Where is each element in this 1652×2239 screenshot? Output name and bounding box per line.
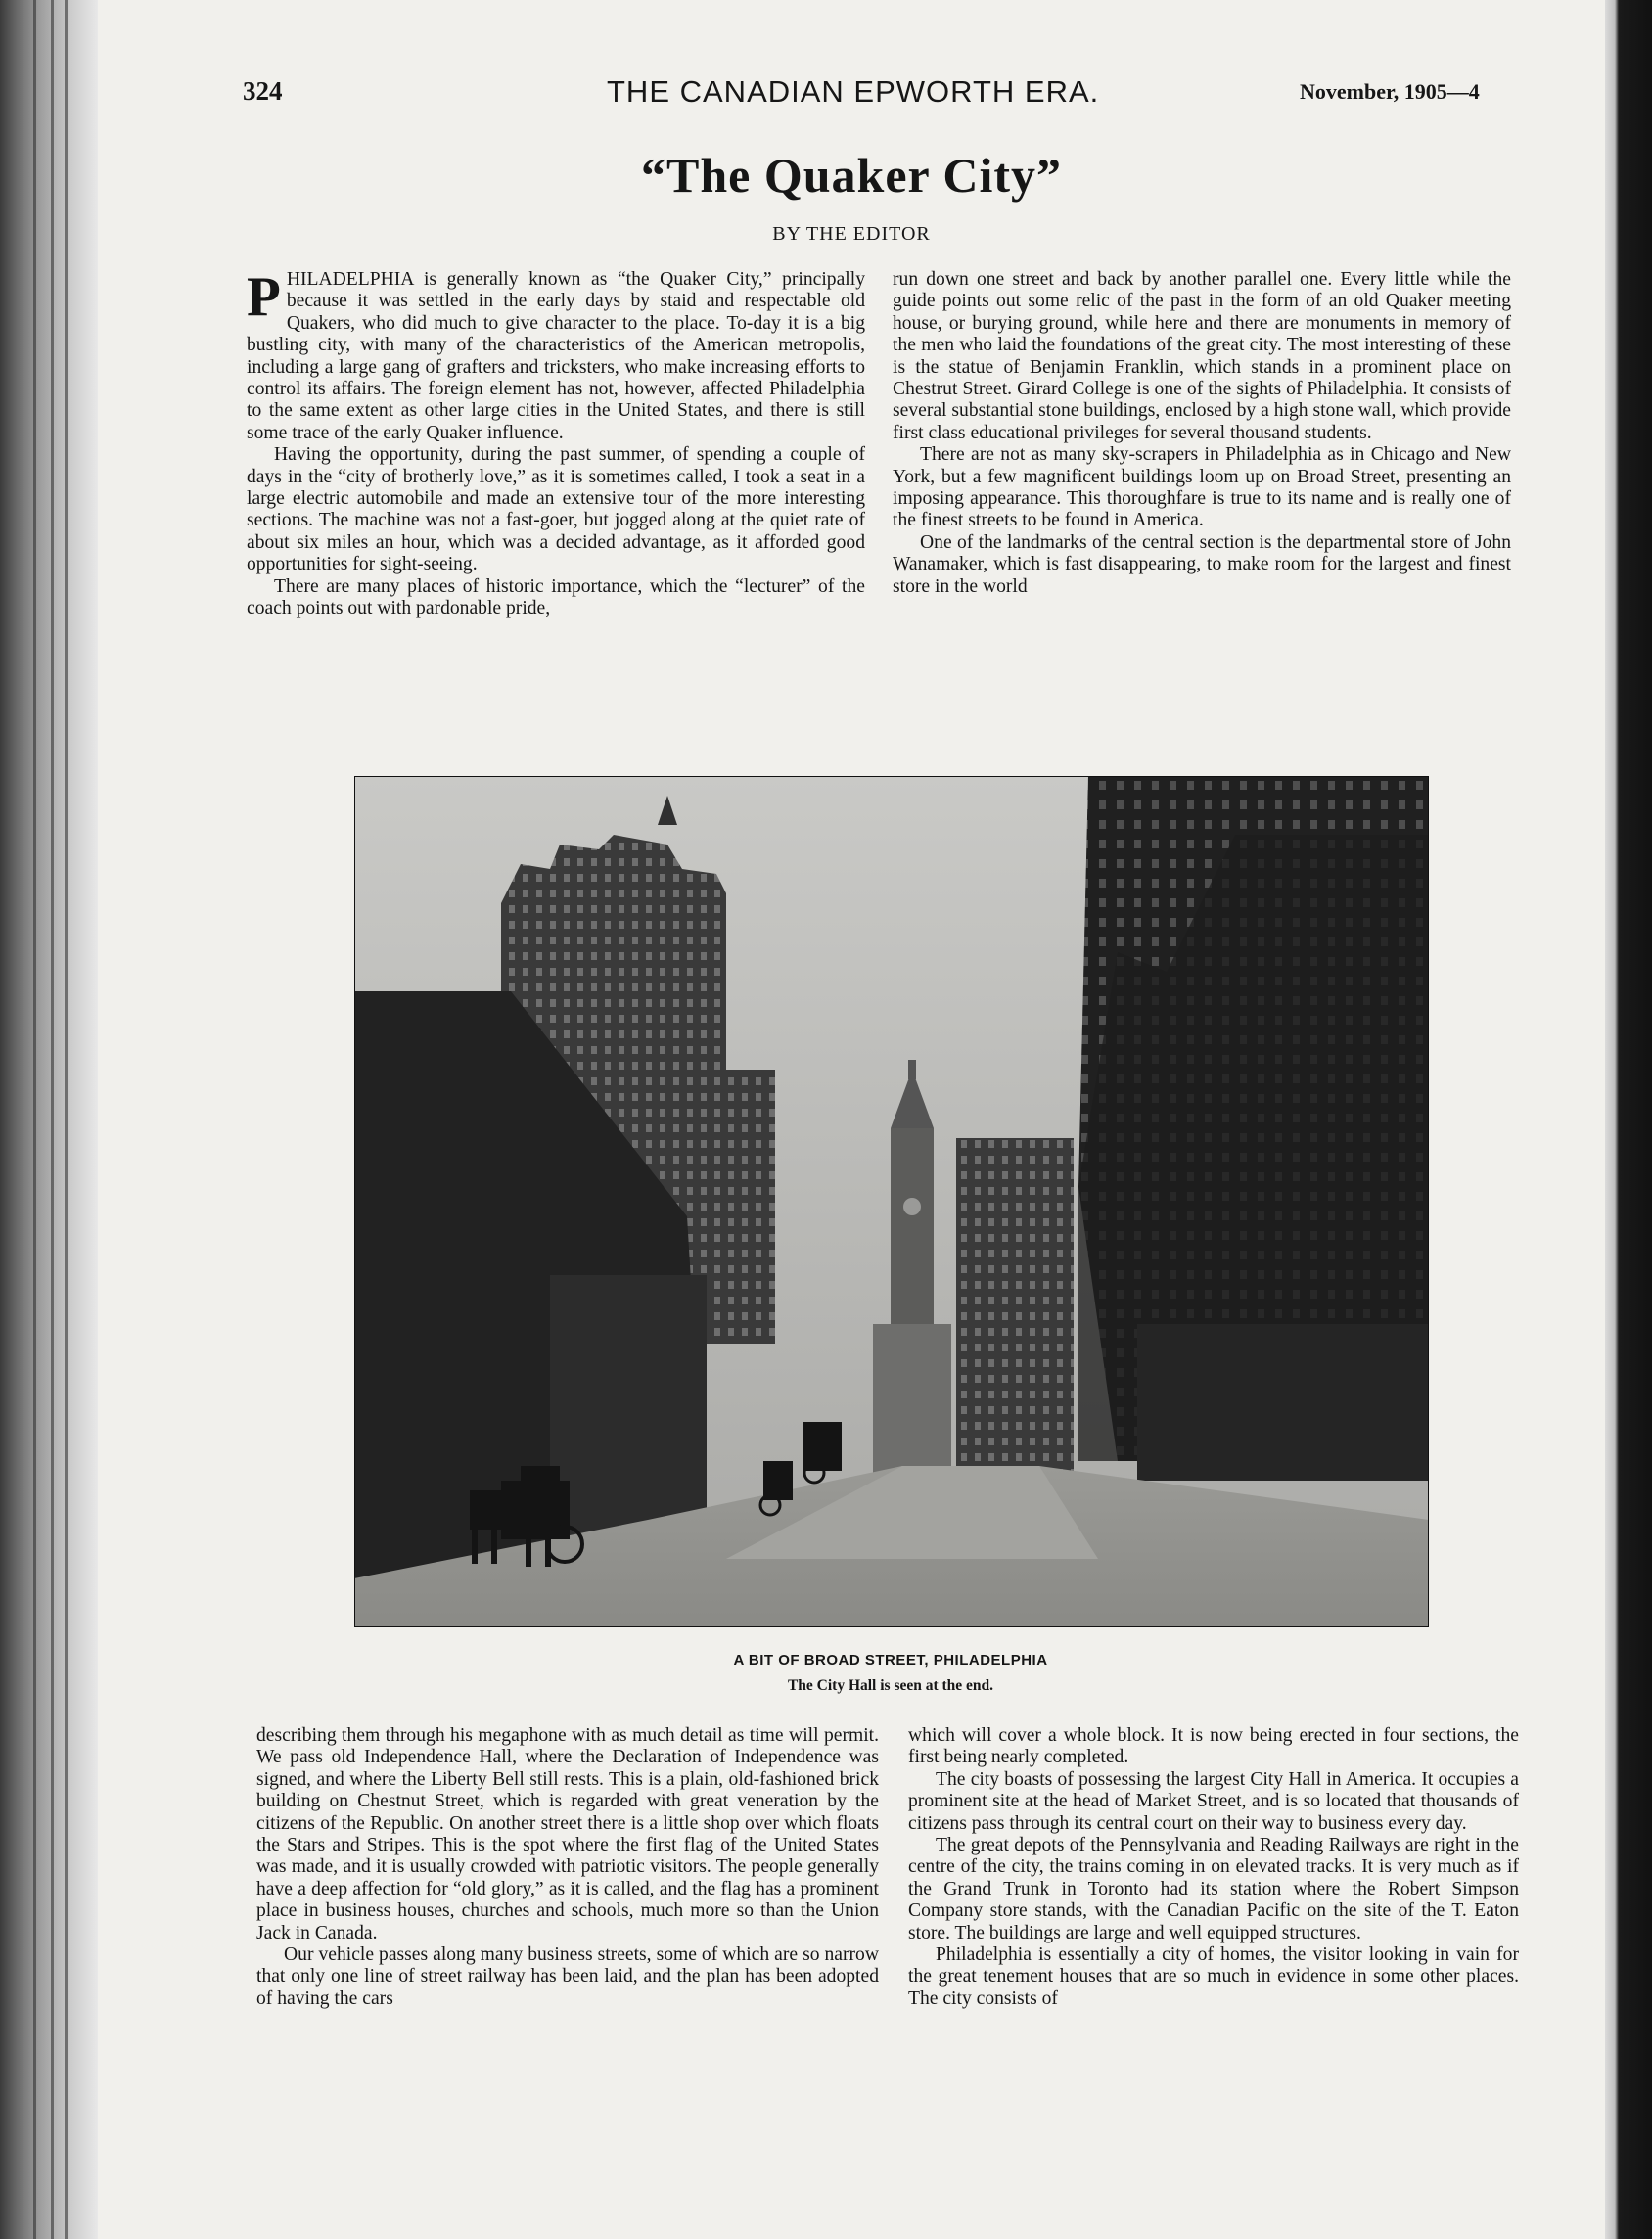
figure-caption: A BIT OF BROAD STREET, PHILADELPHIA: [733, 1652, 1048, 1668]
paragraph: Our vehicle passes along many business streets, some of which are so narrow that only one line of street railway has been laid, and the plan has been adopted of having the cars: [256, 1944, 879, 2009]
magazine-page: [98, 0, 1605, 2239]
paragraph: One of the landmarks of the central section is the departmental store of John Wanamaker, which is fast disappearing, to make room for the largest and finest store in the world: [893, 531, 1511, 597]
next-page-edge: [1605, 0, 1652, 2239]
paragraph: Philadelphia is essentially a city of homes, the visitor looking in vain for the great tenement houses that are so much in evidence in some other places. The city consists of: [908, 1944, 1519, 2009]
journal-title: THE CANADIAN EPWORTH ERA.: [607, 74, 1100, 109]
paragraph: which will cover a whole block. It is now being erected in four sections, the first being nearly completed.: [908, 1725, 1519, 1768]
paragraph: run down one street and back by another parallel one. Every little while the guide points out some relic of the past in the form of an old Quaker meeting house, or burying ground, while here and there are monuments in memory of the men who laid the foundations of the great city. The most interesting of these is the statue of Benjamin Franklin, which stands in a prominent place on Chestrut Street. Girard College is one of the sights of Philadelphia. It consists of several substantial stone buildings, enclosed by a high stone wall, which provide first class educational privileges for several thousand students.: [893, 269, 1511, 443]
paragraph: The city boasts of possessing the largest City Hall in America. It occupies a prominent site at the head of Market Street, and is so located that thousands of citizens pass through its central court on their way to business every day.: [908, 1768, 1519, 1834]
page-number: 324: [243, 76, 283, 106]
paragraph: There are many places of historic importance, which the “lecturer” of the coach points out with pardonable pride,: [247, 575, 865, 619]
paragraph: There are not as many sky-scrapers in Philadelphia as in Chicago and New York, but a few magnificent buildings loom up on Broad Street, presenting an imposing appearance. This thoroughfare is true to its name and is really one of the finest streets to be found in America.: [893, 444, 1511, 531]
article-byline: BY THE EDITOR: [772, 223, 931, 245]
text-column-bottom-right: [908, 1725, 1519, 2010]
figure-subcaption: The City Hall is seen at the end.: [787, 1677, 994, 1694]
paragraph: The great depots of the Pennsylvania and Reading Railways are right in the centre of the city, the trains coming in on elevated tracks. It is very much as if the Grand Trunk in Toronto had its station where the Robert Simpson Company store stands, with the Canadian Pacific on the site of the T. Eaton store. The buildings are large and well equipped structures.: [908, 1835, 1519, 1943]
text-column-top-left: [247, 266, 865, 620]
paragraph: [247, 266, 865, 444]
drop-cap: P: [247, 266, 281, 328]
paragraph: describing them through his megaphone with as much detail as time will permit. We pass old Independence Hall, where the Declaration of Independence was signed, and where the Liberty Bell still rests. This is a plain, old-fashioned brick building on Chestnut Street, which is regarded with great veneration by the citizens of the Republic. On another street there is a little shop over which floats the Stars and Stripes. This is the spot where the first flag of the United States was made, and it is usually crowded with patriotic visitors. The people generally have a deep affection for “old glory,” as it is called, and the flag has a prominent place in business houses, churches and schools, much more so than the Union Jack in Canada.: [256, 1725, 879, 1943]
article-title: “The Quaker City”: [641, 148, 1062, 203]
book-binding: [0, 0, 98, 2239]
text-column-top-right: [893, 269, 1511, 598]
paragraph-text: HILADELPHIA is generally known as “the Quaker City,” principally because it was settled in the early days by staid and respectable old Quakers, who did much to give character to the place. To-day it is a big bustling city, with many of the characteristics of the American metropolis, including a large gang of grafters and tricksters, who make increasing efforts to control its affairs. The foreign element has not, however, affected Philadelphia to the same extent as other large cities in the United States, and there is still some trace of the early Quaker influence.: [247, 269, 865, 443]
running-header: [98, 74, 1605, 114]
text-column-bottom-left: [256, 1725, 879, 2010]
issue-date: November, 1905—4: [1300, 79, 1480, 104]
paragraph: Having the opportunity, during the past summer, of spending a couple of days in the “city of brotherly love,” as it is sometimes called, I took a seat in a large electric automobile and made an extensive tour of the more interesting sections. The machine was not a fast-goer, but jogged along at the quiet rate of about six miles an hour, which was a decided advantage, as it afforded good opportunities for sight-seeing.: [247, 444, 865, 575]
broad-street-photograph: [354, 776, 1429, 1627]
